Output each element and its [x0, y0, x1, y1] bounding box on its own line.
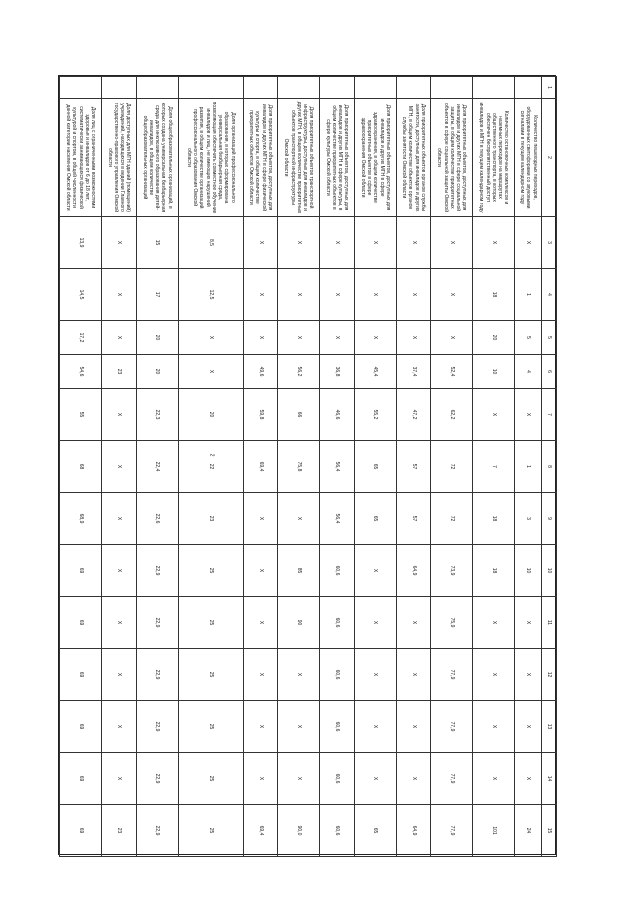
value-cell: X: [320, 321, 354, 355]
value-cell: X: [396, 701, 430, 753]
value-cell: 77,9: [431, 701, 473, 753]
value-cell: 54,6: [60, 355, 102, 389]
header-cell: 2: [542, 99, 557, 217]
table-frame: [58, 75, 556, 855]
value-cell: X: [243, 701, 277, 753]
value-cell: X: [278, 269, 320, 321]
value-cell: 20: [473, 321, 515, 355]
value-cell: X: [515, 701, 542, 753]
table-row: [320, 77, 354, 857]
value-cell: 69,4: [243, 805, 277, 857]
value-cell: 90,0: [278, 805, 320, 857]
value-cell: X: [102, 217, 136, 269]
value-cell: 60,6: [320, 701, 354, 753]
value-cell: X: [102, 701, 136, 753]
value-cell: X: [102, 269, 136, 321]
value-cell: 22,9: [136, 545, 178, 597]
header-cell: 11: [542, 597, 557, 649]
table-row: [473, 77, 515, 857]
value-cell: 22,9: [136, 701, 178, 753]
value-cell: 66: [278, 389, 320, 441]
value-cell: 62,2: [431, 389, 473, 441]
value-cell: X: [278, 217, 320, 269]
header-cell: 9: [542, 493, 557, 545]
value-cell: 72: [431, 493, 473, 545]
value-cell: X: [278, 753, 320, 805]
value-cell: X: [354, 649, 396, 701]
value-cell: 60,6: [320, 805, 354, 857]
indicator-cell: Доля приоритетных объектов транспортной инфраструктуры, доступных для инвалидов и других МГН, в общем количестве приоритетных объектов транспортной инфраструктуры Омской области: [278, 99, 320, 217]
value-cell: 90: [278, 597, 320, 649]
table-row: [431, 77, 473, 857]
table-header-row: [542, 77, 557, 857]
header-cell: 15: [542, 805, 557, 857]
value-cell: 64,9: [396, 545, 430, 597]
value-cell: X: [515, 753, 542, 805]
value-cell: X: [102, 493, 136, 545]
value-cell: 22,9: [136, 597, 178, 649]
table-row: [136, 77, 178, 857]
value-cell: X: [396, 753, 430, 805]
value-cell: 22: [178, 441, 243, 493]
indicator-cell: Доля лиц с ограниченными возможностями здоровья и инвалидов от 6 до 18 лет, систематически занимающихся физической культурой и спортом, в общей численности данной категории населения Омской области: [60, 99, 102, 217]
value-cell: X: [473, 649, 515, 701]
value-cell: 22,9: [136, 753, 178, 805]
value-cell: X: [102, 545, 136, 597]
header-cell: 12: [542, 649, 557, 701]
value-cell: X: [473, 597, 515, 649]
value-cell: 60,6: [320, 649, 354, 701]
row-number-cell: [354, 77, 396, 99]
value-cell: 47,2: [396, 389, 430, 441]
value-cell: X: [354, 701, 396, 753]
value-cell: 52,4: [431, 355, 473, 389]
page-number: 2: [208, 453, 215, 457]
header-cell: 3: [542, 217, 557, 269]
value-cell: 73,9: [431, 545, 473, 597]
value-cell: X: [243, 753, 277, 805]
value-cell: 65: [354, 493, 396, 545]
value-cell: 25: [178, 701, 243, 753]
indicator-cell: Доля приоритетных объектов, доступных для инвалидов и других МГН в сфере здравоохранения, в общем количестве приоритетных объектов в сфере здравоохранения Омской области: [354, 99, 396, 217]
value-cell: 69: [60, 753, 102, 805]
value-cell: 25: [178, 805, 243, 857]
value-cell: 12,5: [178, 269, 243, 321]
value-cell: 4: [515, 355, 542, 389]
indicator-cell: Доля доступных для МГН зданий (помещений) учреждений, находящихся в ведении Главного государственно-правового управления Омской области: [102, 99, 136, 217]
value-cell: 77,9: [431, 805, 473, 857]
value-cell: 75,9: [431, 597, 473, 649]
rotated-table-container: [59, 76, 557, 856]
value-cell: X: [431, 269, 473, 321]
indicator-cell: Доля приоритетных объектов, доступных для инвалидов и других МГН в сфере культуры, в общем количестве приоритетных объектов в сфере культуры Омской области: [320, 99, 354, 217]
value-cell: 17: [136, 269, 178, 321]
row-number-cell: [60, 77, 102, 99]
table-row: [60, 77, 102, 857]
value-cell: 101: [473, 805, 515, 857]
row-number-cell: [278, 77, 320, 99]
row-number-cell: [178, 77, 243, 99]
value-cell: 7: [473, 441, 515, 493]
value-cell: 75,8: [278, 441, 320, 493]
row-number-cell: [396, 77, 430, 99]
value-cell: 72: [431, 441, 473, 493]
value-cell: X: [431, 217, 473, 269]
value-cell: X: [102, 321, 136, 355]
value-cell: 23: [178, 493, 243, 545]
value-cell: 60,6: [320, 753, 354, 805]
table-row: [102, 77, 136, 857]
value-cell: X: [354, 217, 396, 269]
value-cell: 85: [278, 545, 320, 597]
value-cell: 20: [178, 389, 243, 441]
header-cell: 7: [542, 389, 557, 441]
value-cell: 56,4: [320, 493, 354, 545]
header-cell: 13: [542, 701, 557, 753]
indicator-cell: Количество пешеходных переходов, оборудованных светофорами со звуковыми сигналами в текущем календарном году: [515, 99, 542, 217]
value-cell: 69: [60, 545, 102, 597]
header-cell: 1: [542, 77, 557, 99]
value-cell: 25: [178, 753, 243, 805]
value-cell: 69: [60, 597, 102, 649]
value-cell: X: [278, 701, 320, 753]
value-cell: X: [515, 389, 542, 441]
value-cell: 5: [515, 321, 542, 355]
value-cell: 18: [473, 493, 515, 545]
value-cell: X: [354, 597, 396, 649]
row-number-cell: [473, 77, 515, 99]
value-cell: 18: [473, 269, 515, 321]
value-cell: X: [354, 321, 396, 355]
value-cell: 56,2: [278, 355, 320, 389]
row-number-cell: [431, 77, 473, 99]
value-cell: 65: [354, 441, 396, 493]
value-cell: 68,9: [60, 493, 102, 545]
indicator-cell: Доля приоритетных объектов, доступных для инвалидов и других МГН в сфере физической культуры и спорта, в общем количестве приоритетных объектов Омской области: [243, 99, 277, 217]
value-cell: 8,5: [178, 217, 243, 269]
table-row: [515, 77, 542, 857]
value-cell: 59,8: [243, 389, 277, 441]
header-cell: 6: [542, 355, 557, 389]
table-row: [243, 77, 277, 857]
value-cell: X: [102, 649, 136, 701]
indicator-cell: Доля приоритетных объектов, доступных для инвалидов и других МГН в сфере социальной защиты, в общем количестве приоритетных объектов в сфере социальной защиты Омской области: [431, 99, 473, 217]
value-cell: 22,9: [136, 805, 178, 857]
value-cell: X: [243, 649, 277, 701]
value-cell: 17,2: [60, 321, 102, 355]
table-body: [60, 77, 542, 857]
value-cell: 13,9: [60, 217, 102, 269]
value-cell: 25: [178, 597, 243, 649]
value-cell: 3: [515, 493, 542, 545]
value-cell: 37,4: [396, 355, 430, 389]
indicator-cell: Количество остановочных комплексов и наземных переходов на маршрутах общественного транспорта, в которых обеспечен беспрепятственный доступ инвалидов и МГН в текущем календарном году: [473, 99, 515, 217]
value-cell: X: [278, 649, 320, 701]
value-cell: X: [515, 597, 542, 649]
header-cell: 4: [542, 269, 557, 321]
value-cell: 10: [515, 545, 542, 597]
value-cell: 23: [102, 355, 136, 389]
table-row: [396, 77, 430, 857]
value-cell: 18: [473, 545, 515, 597]
value-cell: 15: [136, 217, 178, 269]
value-cell: X: [102, 441, 136, 493]
value-cell: X: [396, 269, 430, 321]
value-cell: X: [243, 269, 277, 321]
value-cell: 20: [136, 355, 178, 389]
value-cell: X: [354, 753, 396, 805]
value-cell: X: [396, 217, 430, 269]
row-number-cell: [515, 77, 542, 99]
value-cell: 22,6: [136, 493, 178, 545]
value-cell: X: [473, 701, 515, 753]
row-number-cell: [102, 77, 136, 99]
value-cell: 49,6: [243, 355, 277, 389]
value-cell: 69: [60, 701, 102, 753]
value-cell: 25: [178, 649, 243, 701]
value-cell: 36,8: [320, 355, 354, 389]
value-cell: X: [431, 321, 473, 355]
value-cell: 57: [396, 441, 430, 493]
indicator-cell: Доля общеобразовательных организаций, в которых создана универсальная безбарьерная среда для инклюзивного образования детей-инвалидов, в общем количестве общеобразовательных организаций: [136, 99, 178, 217]
value-cell: 55,2: [354, 389, 396, 441]
value-cell: 77,9: [431, 649, 473, 701]
value-cell: 46,6: [320, 389, 354, 441]
value-cell: X: [102, 389, 136, 441]
value-cell: X: [396, 321, 430, 355]
header-cell: 10: [542, 545, 557, 597]
value-cell: X: [473, 389, 515, 441]
value-cell: 65: [354, 805, 396, 857]
row-number-cell: [136, 77, 178, 99]
value-cell: 60,6: [320, 597, 354, 649]
value-cell: 20: [136, 321, 178, 355]
header-cell: 14: [542, 753, 557, 805]
value-cell: 1: [515, 269, 542, 321]
row-number-cell: [320, 77, 354, 99]
value-cell: X: [102, 597, 136, 649]
value-cell: X: [396, 649, 430, 701]
value-cell: 60,6: [320, 545, 354, 597]
value-cell: X: [178, 355, 243, 389]
value-cell: X: [178, 321, 243, 355]
value-cell: 25: [178, 545, 243, 597]
table-row: [278, 77, 320, 857]
value-cell: 56,4: [320, 441, 354, 493]
value-cell: 57: [396, 493, 430, 545]
value-cell: 69,4: [243, 441, 277, 493]
value-cell: 22,4: [136, 441, 178, 493]
value-cell: 77,9: [431, 753, 473, 805]
value-cell: X: [243, 217, 277, 269]
value-cell: 10: [473, 355, 515, 389]
value-cell: X: [515, 217, 542, 269]
value-cell: X: [473, 217, 515, 269]
value-cell: X: [320, 269, 354, 321]
value-cell: 69: [60, 649, 102, 701]
value-cell: X: [243, 545, 277, 597]
value-cell: 55: [60, 389, 102, 441]
table-row: [178, 77, 243, 857]
indicator-cell: Доля организаций профессионального образования, в которых сформирована универсальная безбарьерная среда, позволяющая обеспечить совместное обучение инвалидов и лиц, не имеющих нарушений развития, в общем количестве организаций профессионального образования Омской области: [178, 99, 243, 217]
value-cell: 45,4: [354, 355, 396, 389]
value-cell: X: [102, 753, 136, 805]
header-cell: 5: [542, 321, 557, 355]
indicator-cell: Доля приоритетных объектов органов службы занятости, доступных для инвалидов и других МГН, в общем количестве объектов органов службы занятости Омской области: [396, 99, 430, 217]
value-cell: 64,9: [396, 805, 430, 857]
value-cell: X: [396, 597, 430, 649]
value-cell: 14,5: [60, 269, 102, 321]
value-cell: X: [278, 493, 320, 545]
value-cell: X: [354, 269, 396, 321]
value-cell: 69: [60, 805, 102, 857]
row-number-cell: [243, 77, 277, 99]
value-cell: X: [320, 217, 354, 269]
value-cell: 23: [102, 805, 136, 857]
table-row: [354, 77, 396, 857]
value-cell: X: [243, 493, 277, 545]
value-cell: X: [473, 753, 515, 805]
value-cell: 24: [515, 805, 542, 857]
value-cell: 1: [515, 441, 542, 493]
value-cell: X: [515, 649, 542, 701]
value-cell: X: [278, 321, 320, 355]
value-cell: 22,9: [136, 649, 178, 701]
value-cell: 22,3: [136, 389, 178, 441]
value-cell: X: [354, 545, 396, 597]
indicators-table: [59, 76, 557, 857]
value-cell: 68: [60, 441, 102, 493]
value-cell: X: [243, 597, 277, 649]
header-cell: 8: [542, 441, 557, 493]
value-cell: X: [243, 321, 277, 355]
